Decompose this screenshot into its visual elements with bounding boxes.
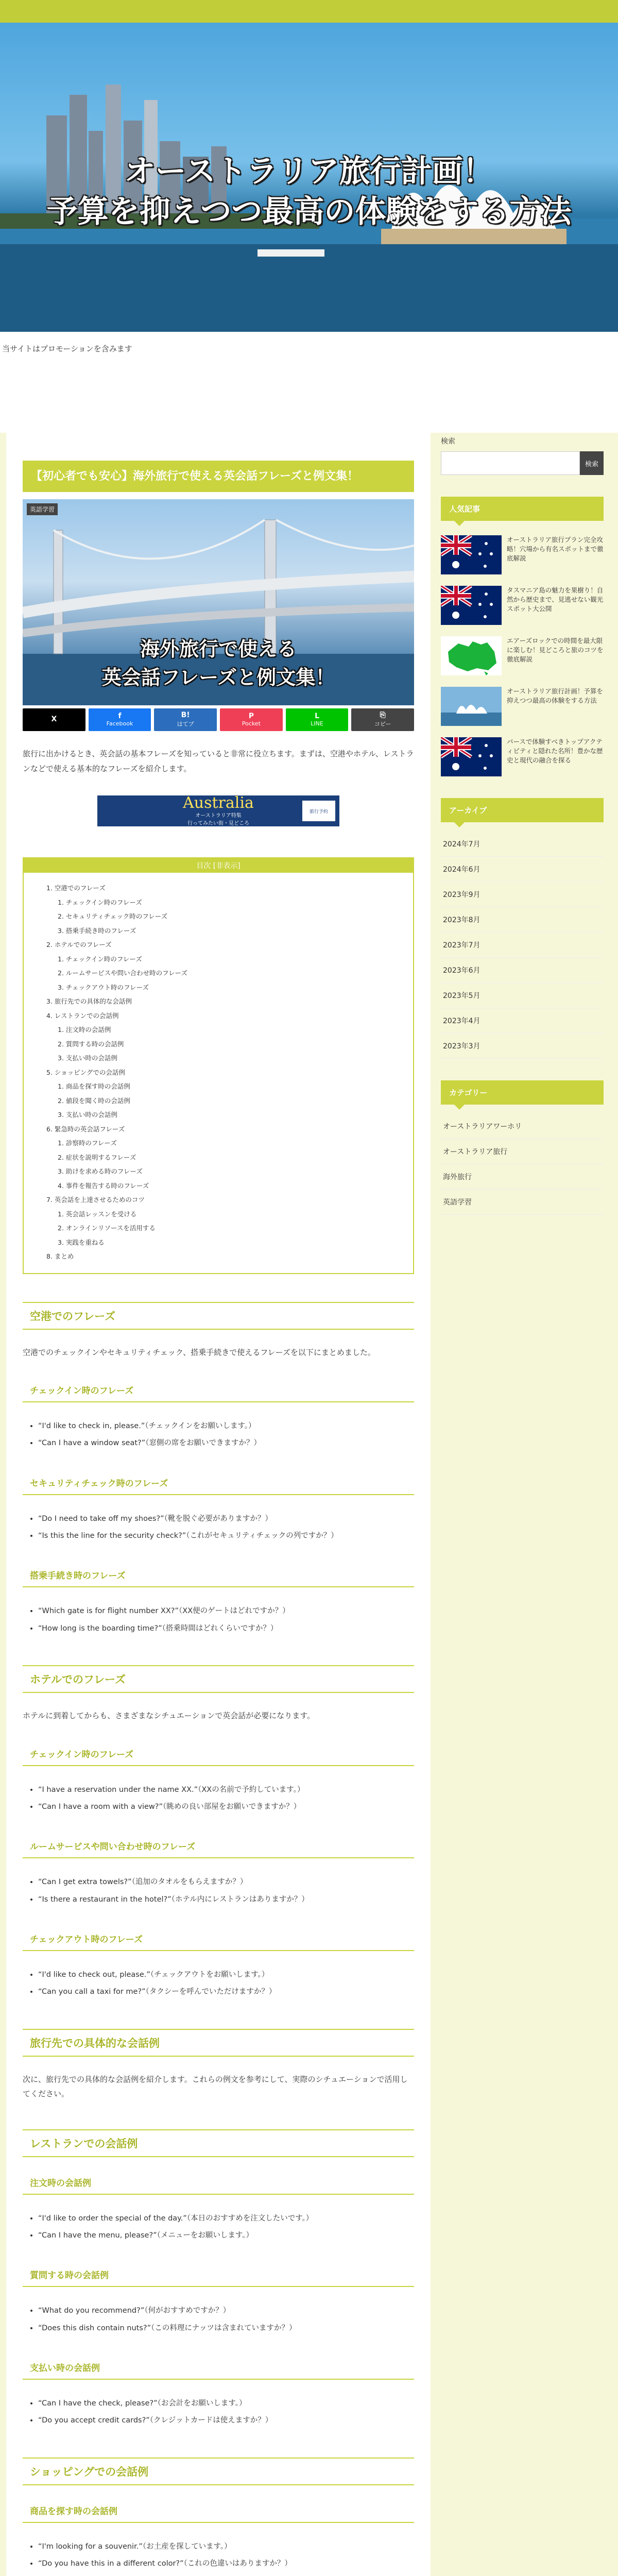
subsection-heading: 注文時の会話例 bbox=[23, 2176, 414, 2195]
share-icon: ⎘ bbox=[380, 711, 386, 720]
category-link[interactable]: オーストラリア旅行 bbox=[441, 1139, 604, 1164]
category-link[interactable]: 海外旅行 bbox=[441, 1164, 604, 1190]
share-button[interactable] bbox=[286, 708, 349, 731]
toc-item[interactable]: 2. 症状を説明するフレーズ bbox=[58, 1153, 136, 1161]
archive-link[interactable]: 2024年7月 bbox=[441, 832, 604, 857]
share-button[interactable] bbox=[23, 708, 85, 731]
toc-item[interactable]: 1. 英会話レッスンを受ける bbox=[58, 1210, 137, 1218]
intro-text: 旅行に出かけるとき、英会話の基本フレーズを知っていると非常に役立ちます。まずは、空港やホテル、レストランなどで使える基本的なフレーズを紹介します。 bbox=[23, 749, 414, 773]
popular-thumbnail bbox=[441, 636, 502, 675]
phrase-list bbox=[23, 1603, 414, 1637]
popular-post[interactable] bbox=[441, 636, 604, 675]
section-heading: ショッピングでの会話例 bbox=[23, 2458, 414, 2485]
paragraph: 次に、旅行先での具体的な会話例を紹介します。これらの例文を参考にして、実際のシチュエーションで活用してください。 bbox=[23, 2074, 408, 2099]
toc-item[interactable]: 2. 質問する時の会話例 bbox=[58, 1040, 124, 1048]
share-icon: L bbox=[315, 711, 319, 720]
archive-link[interactable]: 2023年7月 bbox=[441, 933, 604, 958]
toc-item[interactable]: 2. 値段を聞く時の会話例 bbox=[58, 1096, 130, 1105]
category-link[interactable]: 英語学習 bbox=[441, 1190, 604, 1215]
toc-item[interactable]: 3. 実践を重ねる bbox=[58, 1238, 105, 1246]
banner-title: Australia bbox=[183, 794, 254, 812]
sidebar bbox=[441, 433, 604, 1215]
toc-item[interactable]: 1. チェックイン時のフレーズ bbox=[58, 898, 142, 906]
paragraph: 空港でのチェックインやセキュリティチェック、搭乗手続きで使えるフレーズを以下にまとめました。 bbox=[23, 1347, 375, 1357]
toc-item[interactable]: 3. 搭乗手続き時のフレーズ bbox=[58, 926, 136, 935]
toc-item[interactable]: 1. 空港でのフレーズ bbox=[46, 884, 106, 892]
subsection-heading: セキュリティチェック時のフレーズ bbox=[23, 1476, 414, 1495]
phrase-item: • “How long is the boarding time?”（搭乗時間はどれくらいですか？） bbox=[38, 1620, 414, 1637]
banner-sub2: 行ってみたい街・見どころ bbox=[187, 821, 249, 826]
phrase-item: • “Can I have a room with a view?”（眺めの良い部屋をお願いできますか？） bbox=[38, 1799, 414, 1816]
toc-item[interactable]: 2. セキュリティチェック時のフレーズ bbox=[58, 912, 168, 920]
share-icon: X bbox=[51, 715, 57, 724]
category-widget-title: カテゴリー bbox=[441, 1080, 604, 1105]
subsection-heading: 搭乗手続き時のフレーズ bbox=[23, 1568, 414, 1587]
subsection-heading: ルームサービスや問い合わせ時のフレーズ bbox=[23, 1839, 414, 1858]
top-bar bbox=[0, 0, 618, 23]
archive-link[interactable]: 2023年8月 bbox=[441, 907, 604, 933]
phrase-item: • “Which gate is for flight number XX?”（XX便のゲートはどれですか？） bbox=[38, 1603, 414, 1620]
toc-item[interactable]: 3. 支払い時の会話例 bbox=[58, 1054, 117, 1062]
subsection-heading: チェックイン時のフレーズ bbox=[23, 1383, 414, 1402]
share-label: Pocket bbox=[242, 720, 261, 727]
phrase-list bbox=[23, 1782, 414, 1816]
popular-post-title: パースで体験すべきトップアクティビティと隠れた名所！豊かな歴史と現代の融合を探る bbox=[507, 738, 603, 765]
phrase-item: • “Do you accept credit cards?”（クレジットカードは使えますか？） bbox=[38, 2412, 414, 2429]
toc-item[interactable]: 3. 支払い時の会話例 bbox=[58, 1111, 117, 1118]
popular-widget-title: 人気記事 bbox=[441, 497, 604, 521]
ad-banner[interactable] bbox=[97, 795, 339, 826]
archive-list bbox=[441, 832, 604, 1059]
phrase-list bbox=[23, 2302, 414, 2337]
phrase-item: • “I'd like to check in, please.”（チェックインをお願いします。） bbox=[38, 1418, 414, 1435]
share-button[interactable] bbox=[351, 708, 414, 731]
share-icon: P bbox=[248, 711, 254, 720]
archive-widget-title: アーカイブ bbox=[441, 798, 604, 822]
toc-item[interactable]: 1. 診察時のフレーズ bbox=[58, 1139, 117, 1147]
archive-link[interactable]: 2023年5月 bbox=[441, 983, 604, 1008]
phrase-item: • “What do you recommend?”（何がおすすめですか？） bbox=[38, 2302, 414, 2319]
popular-post-title: タスマニア島の魅力を果樹り！自然から歴史まで、見逃せない観光スポット大公開 bbox=[507, 586, 604, 613]
phrase-item: • “Can I have the menu, please?”（メニューをお願いします。） bbox=[38, 2227, 414, 2244]
archive-link[interactable]: 2023年6月 bbox=[441, 958, 604, 983]
archive-link[interactable]: 2023年4月 bbox=[441, 1008, 604, 1033]
section-heading: 空港でのフレーズ bbox=[23, 1302, 414, 1330]
popular-post-title: オーストラリア旅行計画！予算を抑えつつ最高の体験をする方法 bbox=[507, 687, 603, 705]
search-button[interactable]: 検索 bbox=[580, 451, 604, 475]
popular-thumbnail bbox=[441, 586, 502, 625]
article bbox=[6, 433, 431, 2576]
popular-list bbox=[441, 535, 604, 776]
popular-post[interactable] bbox=[441, 586, 604, 625]
archive-link[interactable]: 2023年9月 bbox=[441, 882, 604, 907]
phrase-list bbox=[23, 1511, 414, 1545]
phrase-list bbox=[23, 1967, 414, 2001]
phrase-list bbox=[23, 1418, 414, 1452]
toc-item[interactable]: 2. ホテルでのフレーズ bbox=[46, 941, 112, 948]
phrase-item: • “Can I get extra towels?”（追加のタオルをもらえますか？） bbox=[38, 1874, 414, 1891]
popular-post-title: エアーズロックでの時間を最大限に楽しむ！見どころと旅のコツを徹底解説 bbox=[507, 637, 604, 664]
banner-sub1: オーストラリア特集 bbox=[195, 813, 242, 819]
banner-logo: 旅行予約 bbox=[302, 801, 335, 821]
toc-item[interactable]: 7. 英会話を上達させるためのコツ bbox=[46, 1196, 145, 1204]
category-link[interactable]: オーストラリアワーホリ bbox=[441, 1114, 604, 1139]
search-input[interactable] bbox=[441, 451, 580, 475]
share-button[interactable] bbox=[89, 708, 151, 731]
phrase-item: • “Can I have the check, please?”（お会計をお願いします。） bbox=[38, 2395, 414, 2412]
phrase-list bbox=[23, 2395, 414, 2430]
toc-item[interactable]: 2. オンラインリソースを活用する bbox=[58, 1224, 156, 1232]
share-label: Facebook bbox=[106, 720, 133, 727]
popular-thumbnail bbox=[441, 737, 502, 776]
article-title: 【初心者でも安心】海外旅行で使える英会話フレーズと例文集！ bbox=[23, 461, 414, 492]
phrase-item: • “I'd like to check out, please.”（チェックアウトをお願いします。） bbox=[38, 1967, 414, 1984]
toc-item[interactable]: 5. ショッピングでの会話例 bbox=[46, 1068, 125, 1076]
archive-link[interactable]: 2023年3月 bbox=[441, 1033, 604, 1059]
phrase-item: • “I'd like to order the special of the day.”（本日のおすすめを注文したいです。） bbox=[38, 2210, 414, 2227]
popular-post[interactable] bbox=[441, 535, 604, 574]
popular-post[interactable] bbox=[441, 737, 604, 776]
phrase-item: • “Is there a restaurant in the hotel?”（ホテル内にレストランはありますか？） bbox=[38, 1891, 414, 1908]
popular-post[interactable] bbox=[441, 687, 604, 726]
paragraph: ホテルに到着してからも、さまざまなシチュエーションで英会話が必要になります。 bbox=[23, 1711, 315, 1721]
phrase-list bbox=[23, 2210, 414, 2245]
pr-notice: 当サイトはプロモーションを含みます bbox=[2, 344, 132, 353]
phrase-item: • “I'm looking for a souvenir.”（お土産を探しています。） bbox=[38, 2538, 414, 2555]
toc-item[interactable]: 8. まとめ bbox=[46, 1252, 74, 1260]
popular-thumbnail bbox=[441, 687, 502, 726]
phrase-item: • “Can you call a taxi for me?”（タクシーを呼んでいただけますか？） bbox=[38, 1984, 414, 2001]
eyecatch-image bbox=[23, 499, 414, 705]
category-label[interactable]: 英語学習 bbox=[27, 503, 58, 515]
subsection-heading: チェックアウト時のフレーズ bbox=[23, 1932, 414, 1951]
share-label: はてブ bbox=[177, 720, 194, 727]
table-of-contents bbox=[23, 857, 414, 1274]
share-buttons bbox=[23, 708, 414, 731]
eyecatch-caption: 海外旅行で使える 英会話フレーズと例文集！ bbox=[101, 638, 335, 689]
section-heading: 旅行先での具体的な会話例 bbox=[23, 2029, 414, 2057]
phrase-item: • “Does this dish contain nuts?”（この料理にナッツは含まれていますか？） bbox=[38, 2320, 414, 2337]
share-button[interactable] bbox=[154, 708, 217, 731]
share-label: LINE bbox=[311, 720, 323, 727]
toc-item[interactable]: 1. チェックイン時のフレーズ bbox=[58, 955, 142, 963]
hero-header[interactable] bbox=[0, 23, 618, 332]
phrase-item: • “Can I have a window seat?”（窓側の席をお願いできますか？） bbox=[38, 1435, 414, 1452]
popular-thumbnail bbox=[441, 535, 502, 574]
toc-item[interactable]: 3. チェックアウト時のフレーズ bbox=[58, 983, 149, 991]
section-heading: ホテルでのフレーズ bbox=[23, 1665, 414, 1693]
phrase-item: • “I have a reservation under the name XX.”（XXの名前で予約しています。） bbox=[38, 1782, 414, 1799]
toc-item[interactable]: 3. 助けを求める時のフレーズ bbox=[58, 1167, 143, 1175]
toc-item[interactable]: 1. 商品を探す時の会話例 bbox=[58, 1082, 130, 1090]
toc-item[interactable]: 4. 事件を報告する時のフレーズ bbox=[58, 1181, 149, 1190]
category-list bbox=[441, 1114, 604, 1215]
toc-title[interactable]: 目次 [非表示] bbox=[24, 858, 413, 873]
share-icon: f bbox=[118, 711, 122, 720]
toc-item[interactable]: 6. 緊急時の英会話フレーズ bbox=[46, 1125, 125, 1133]
share-button[interactable] bbox=[220, 708, 283, 731]
hero-title: オーストラリア旅行計画！ 予算を抑えつつ最高の体験をする方法 bbox=[46, 154, 572, 230]
phrase-item: • “Do you have this in a different color?”（これの色違いはありますか？） bbox=[38, 2555, 414, 2572]
toc-item[interactable]: 1. 注文時の会話例 bbox=[58, 1026, 111, 1033]
article-body bbox=[23, 1302, 414, 2576]
toc-list bbox=[24, 873, 413, 1273]
section-heading: レストランでの会話例 bbox=[23, 2129, 414, 2157]
toc-item[interactable]: 4. レストランでの会話例 bbox=[46, 1011, 119, 1020]
phrase-list bbox=[23, 1874, 414, 1908]
search-label: 検索 bbox=[441, 437, 455, 446]
share-icon: B! bbox=[181, 711, 190, 720]
toc-item[interactable]: 2. ルームサービスや問い合わせ時のフレーズ bbox=[58, 969, 188, 977]
subsection-heading: 商品を探す時の会話例 bbox=[23, 2504, 414, 2523]
popular-post-title: オーストラリア旅行プラン完全攻略！穴場から有名スポットまで徹底解説 bbox=[507, 536, 604, 563]
phrase-item: • “Is this the line for the security check?”（これがセキュリティチェックの列ですか？） bbox=[38, 1528, 414, 1545]
phrase-item: • “Do I need to take off my shoes?”（靴を脱ぐ必要がありますか？） bbox=[38, 1511, 414, 1528]
subsection-heading: 質問する時の会話例 bbox=[23, 2268, 414, 2287]
share-label: コピー bbox=[374, 720, 391, 727]
archive-link[interactable]: 2024年6月 bbox=[441, 857, 604, 882]
subsection-heading: 支払い時の会話例 bbox=[23, 2361, 414, 2380]
pr-notice-area bbox=[0, 332, 618, 433]
search-form bbox=[441, 451, 604, 475]
subsection-heading: チェックイン時のフレーズ bbox=[23, 1747, 414, 1766]
phrase-list bbox=[23, 2538, 414, 2573]
toc-item[interactable]: 3. 旅行先での具体的な会話例 bbox=[46, 997, 132, 1005]
